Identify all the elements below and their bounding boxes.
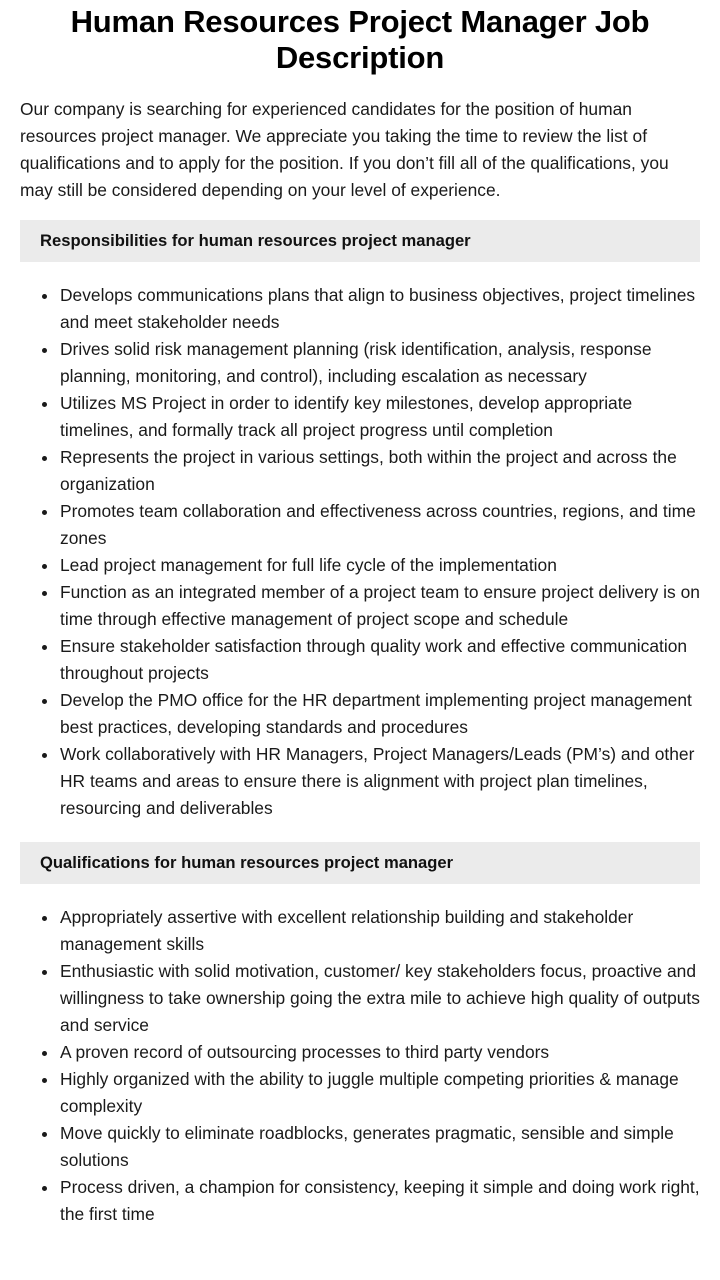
list-item — [20, 904, 700, 958]
bullet-icon — [42, 402, 47, 407]
list-item — [20, 444, 700, 498]
bullet-icon — [42, 591, 47, 596]
list-item — [20, 282, 700, 336]
responsibilities-list — [20, 282, 700, 822]
list-item — [20, 579, 700, 633]
list-item-text: Ensure stakeholder satisfaction through quality work and effective communication throughout projects — [60, 636, 688, 683]
list-item — [20, 1174, 700, 1228]
bullet-icon — [42, 970, 47, 975]
bullet-icon — [42, 1078, 47, 1083]
list-item-text: Represents the project in various settings, both within the project and across the organization — [60, 447, 677, 494]
list-item-text: Highly organized with the ability to juggle multiple competing priorities & manage complexity — [60, 1069, 679, 1116]
list-item — [20, 1120, 700, 1174]
bullet-icon — [42, 916, 47, 921]
list-item-text: Utilizes MS Project in order to identify key milestones, develop appropriate timelines, and formally track all project progress until completion — [60, 393, 633, 440]
list-item-text: Develop the PMO office for the HR department implementing project management best practices, developing standards and procedures — [60, 690, 692, 737]
qualifications-heading: Qualifications for human resources project manager — [20, 842, 700, 884]
responsibilities-heading: Responsibilities for human resources project manager — [20, 220, 700, 262]
qualifications-section — [20, 842, 700, 1228]
list-item-text: Promotes team collaboration and effectiveness across countries, regions, and time zones — [60, 501, 696, 548]
list-item-text: Work collaboratively with HR Managers, Project Managers/Leads (PM’s) and other HR teams and areas to ensure there is alignment with project plan timelines, resourcing and deliverables — [60, 744, 695, 818]
bullet-icon — [42, 1132, 47, 1137]
list-item-text: A proven record of outsourcing processes to third party vendors — [60, 1042, 550, 1062]
list-item — [20, 1066, 700, 1120]
list-item-text: Enthusiastic with solid motivation, customer/ key stakeholders focus, proactive and willingness to take ownership going the extra mile to achieve high quality of outputs and service — [60, 961, 700, 1035]
list-item-text: Develops communications plans that align to business objectives, project timelines and meet stakeholder needs — [60, 285, 696, 332]
bullet-icon — [42, 753, 47, 758]
list-item-text: Move quickly to eliminate roadblocks, generates pragmatic, sensible and simple solutions — [60, 1123, 674, 1170]
intro-paragraph: Our company is searching for experienced candidates for the position of human resources project manager. We appreciate you taking the time to review the list of qualifications and to apply for the position. If you don’t fill all of the qualifications, you may still be considered depending on your level of experience. — [20, 99, 669, 200]
list-item — [20, 1039, 700, 1066]
responsibilities-section — [20, 220, 700, 822]
bullet-icon — [42, 564, 47, 569]
bullet-icon — [42, 510, 47, 515]
list-item-text: Drives solid risk management planning (risk identification, analysis, response planning, monitoring, and control), including escalation as necessary — [60, 339, 652, 386]
qualifications-list — [20, 904, 700, 1228]
list-item-text: Appropriately assertive with excellent relationship building and stakeholder management skills — [60, 907, 634, 954]
list-item — [20, 633, 700, 687]
bullet-icon — [42, 699, 47, 704]
list-item — [20, 498, 700, 552]
bullet-icon — [42, 1186, 47, 1191]
list-item — [20, 741, 700, 822]
bullet-icon — [42, 1051, 47, 1056]
bullet-icon — [42, 645, 47, 650]
list-item-text: Function as an integrated member of a project team to ensure project delivery is on time through effective management of project scope and schedule — [60, 582, 700, 629]
bullet-icon — [42, 348, 47, 353]
bullet-icon — [42, 456, 47, 461]
list-item — [20, 687, 700, 741]
list-item — [20, 390, 700, 444]
page-title: Human Resources Project Manager Job Description — [70, 4, 650, 75]
bullet-icon — [42, 294, 47, 299]
list-item-text: Lead project management for full life cycle of the implementation — [60, 555, 557, 575]
list-item — [20, 552, 700, 579]
list-item — [20, 958, 700, 1039]
list-item — [20, 336, 700, 390]
list-item-text: Process driven, a champion for consistency, keeping it simple and doing work right, the first time — [60, 1177, 700, 1224]
